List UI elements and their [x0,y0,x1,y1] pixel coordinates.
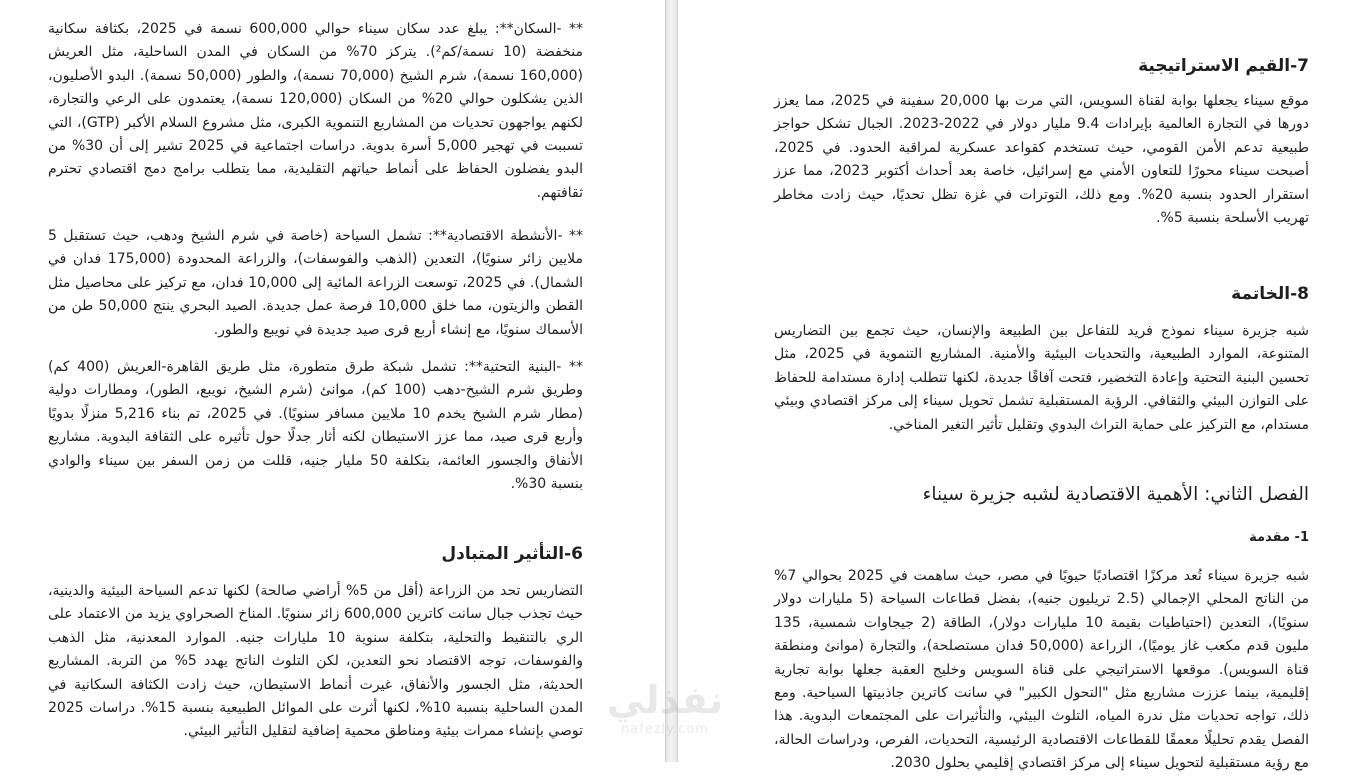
page-gutter [665,0,678,762]
watermark-latin-text: nafezly.com [621,722,709,737]
interaction-block [48,580,583,744]
economic-activities-block [48,225,583,342]
document-page-left [0,0,665,762]
watermark-logo [590,678,740,758]
infrastructure-paragraph: ** -البنية التحتية**: تشمل شبكة طرق متطورة، مثل طريق القاهرة-العريش (400 كم) وطريق شرم الشيخ-دهب (100 كم)، موانئ (شرم الشيخ، نويبع، الطور)، ومطارات دولية (مطار شرم الشيخ يخدم 10 ملايين مسافر سنويًا). في 2025، تم بناء 5,216 منزلًا بدويًا وأربع قرى صيد، مما عزز الاستيطان لكنه أثار جدلًا حول تأثيره على الثقافة البدوية. مشاريع الأنفاق والجسور العائمة، بتكلفة 50 مليار جنيه، قللت من زمن السفر بين سيناء والوادي بنسبة 30%. [48,359,584,493]
infrastructure-block [48,356,583,496]
population-block [48,18,583,205]
strategic-heading: 7-القيم الاستراتيجية [1138,56,1309,76]
strategic-paragraph: موقع سيناء يجعلها بوابة لقناة السويس، التي مرت بها 20,000 سفينة في 2025، مما يعزز دورها في التجارة العالمية بإيرادات 9.4 مليار دولار في 2022-2023. الجبال تشكل حواجز طبيعية تدعم الأمن القومي، حيث تستخدم كقواعد عسكرية لمراقبة الحدود. في 2025، أصبحت سيناء محورًا للتعاون الأمني مع إسرائيل، خاصة بعد أحداث أكتوبر 2023، مما عزز استقرار الحدود بنسبة 20%. ومع ذلك، التوترات في غزة تظل تحديًا، حيث زادت مخاطر تهريب الأسلحة بنسبة 5%. [774,93,1310,227]
conclusion-heading: 8-الخاتمة [1231,284,1309,304]
intro-paragraph: شبه جزيرة سيناء تُعد مركزًا اقتصاديًا حيويًا في مصر، حيث ساهمت في 2025 بحوالي 7% من الناتج المحلي الإجمالي (2.5 تريليون جنيه)، بفضل قطاعات السياحة (5 مليارات دولار سنويًا)، التعدين (احتياطيات بقيمة 10 مليارات دولار)، الطاقة (2 جيجاوات شمسية، 135 مليون قدم مكعب غاز يوميًا)، الزراعة (50,000 فدان مستصلحة)، والتجارة (موانئ ومنطقة قناة السويس). موقعها الاستراتيجي على قناة السويس وخليج العقبة جعلها بوابة تجارية إقليمية، بينما عززت مشاريع مثل "التحول الكبير" في سانت كاترين جاذبيتها السياحية. ومع ذلك، تواجه تحديات مثل ندرة المياه، التلوث البيئي، والتأثيرات على المجتمعات البدوية. هذا الفصل يقدم تحليلًا معمقًا للقطاعات الاقتصادية الرئيسية، التحديات، الفرص، ودراسات الحالة، مع رؤية مستقبلية لتحويل سيناء إلى مركز اقتصادي إقليمي بحلول 2030. [774,568,1310,772]
conclusion-paragraph: شبه جزيرة سيناء نموذج فريد للتفاعل بين الطبيعة والإنسان، حيث تجمع بين التضاريس المتنوعة، الموارد الطبيعية، والتحديات البيئية والأمنية. المشاريع التنموية في 2025، مثل تحسين البنية التحتية وإعادة التخضير، فتحت آفاقًا جديدة، لكنها تتطلب إدارة مستدامة للحفاظ على التوازن البيئي والثقافي. الرؤية المستقبلية تشمل تحويل سيناء إلى مركز اقتصادي وبيئي مستدام، مع التركيز على حماية التراث البدوي وتقليل تأثير التغير المناخي. [774,323,1309,433]
interaction-heading: 6-التأثير المتبادل [441,544,583,564]
economic-activities-paragraph: ** -الأنشطة الاقتصادية**: تشمل السياحة (خاصة في شرم الشيخ ودهب، حيث تستقبل 5 ملايين زائر سنويًا)، التعدين (الذهب والفوسفات)، والزراعة المحدودة (175,000 فدان في الشمال). في 2025، توسعت الزراعة المائية إلى 10,000 فدان، مع تركيز على محاصيل مثل القطن والزيتون، مما خلق 10,000 فرصة عمل جديدة. الصيد البحري ينتج 50,000 طن من الأسماك سنويًا، مع إنشاء أربع قرى صيد جديدة في نويبع والطور. [48,228,584,338]
watermark-arabic-text: نفذلي [606,678,724,722]
strategic-block [774,90,1309,230]
chapter-title: الفصل الثاني: الأهمية الاقتصادية لشبه جزيرة سيناء [922,484,1309,505]
intro-block [774,565,1309,776]
document-page-right [678,0,1355,772]
population-paragraph: ** -السكان**: يبلغ عدد سكان سيناء حوالي 600,000 نسمة في 2025، بكثافة سكانية منخفضة (10 نسمة/كم²). يتركز 70% من السكان في المدن الساحلية، مثل العريش (160,000 نسمة)، شرم الشيخ (70,000 نسمة)، والطور (50,000 نسمة). البدو الأصليون، الذين يشكلون حوالي 20% من السكان (120,000 نسمة)، يعتمدون على الرعي والتجارة، لكنهم يواجهون تحديات من المشاريع التنموية الكبرى، مثل مشروع السلام الأكبر (GTP)، التي تسببت في تهجير 5,000 أسرة بدوية. دراسات اجتماعية في 2025 تشير إلى أن 30% من البدو يفضلون الحفاظ على أنماط حياتهم التقليدية، مما يتطلب برامج دمج اقتصادي تحترم ثقافتهم. [48,21,584,201]
intro-heading: 1- مقدمة [1249,530,1309,545]
conclusion-block [774,320,1309,437]
interaction-paragraph: التضاريس تحد من الزراعة (أقل من 5% أراضي صالحة) لكنها تدعم السياحة البيئية والدينية، حيث تجذب جبال سانت كاترين 600,000 زائر سنويًا. المناخ الصحراوي يزيد من الاعتماد على الري بالتنقيط والتحلية، بتكلفة سنوية 10 مليارات جنيه. الموارد المعدنية، مثل الذهب والفوسفات، توجه الاقتصاد نحو التعدين، لكن التلوث الناتج يهدد 5% من التربة. المشاريع الحديثة، مثل الجسور والأنفاق، غيرت أنماط الاستيطان، حيث زادت الكثافة السكانية في المدن الساحلية بنسبة 10%، لكنها أثرت على الموائل الطبيعية بنسبة 15%. دراسات 2025 توصي بإنشاء ممرات بيئية ومناطق محمية إضافية لتقليل التأثير البيئي. [48,583,584,740]
